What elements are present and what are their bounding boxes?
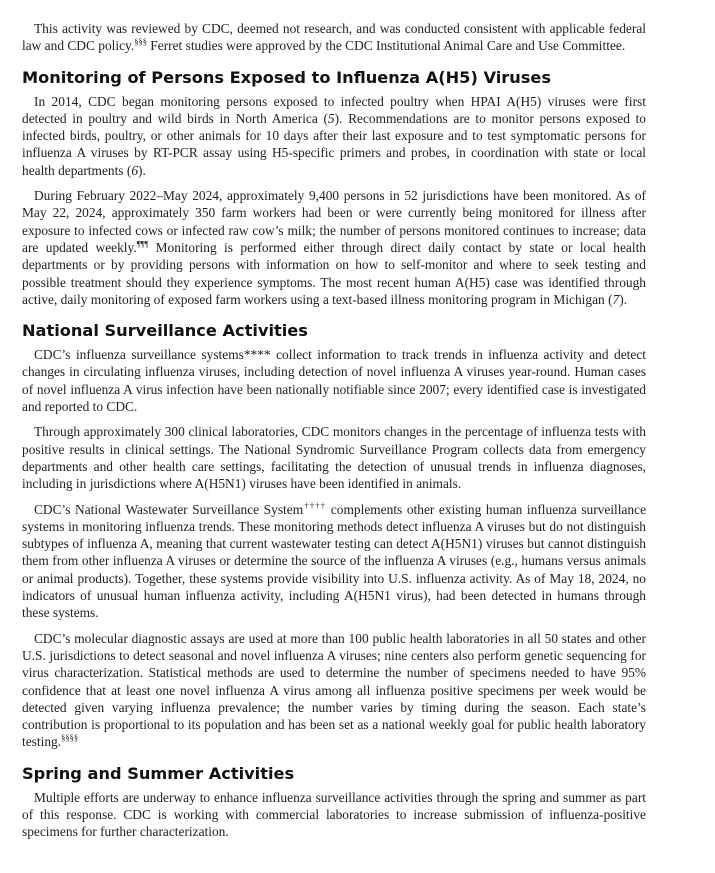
- footnote-marker-inline[interactable]: ****: [243, 347, 271, 363]
- footnote-marker[interactable]: §§§§: [61, 732, 79, 743]
- citation-link[interactable]: 5: [327, 110, 335, 126]
- citation-link[interactable]: 6: [131, 162, 139, 178]
- paragraph-monitoring-history: In 2014, CDC began monitoring persons exposed to infected poultry when HPAI A(H5) viruses were first detected in poultry and wild birds in North America (5). Recommendations are to monitor persons exposed to infected birds, poultry, or other animals for 10 days after their last exposure and to test symptomatic persons for influenza A viruses by RT-PCR assay using H5-specific primers and probes, in coordination with state or local health departments (6).: [22, 93, 646, 178]
- footnote-marker[interactable]: ¶¶¶: [136, 238, 149, 249]
- paragraph-molecular-assays: CDC’s molecular diagnostic assays are used at more than 100 public health laboratories in all 50 states and other U.S. jurisdictions to detect seasonal and novel influenza A viruses; nine centers also perform genetic sequencing for virus characterization. Statistical methods are used to determine the number of specimens needed to have 95% confidence that at least one novel influenza A virus among all influenza positive specimens per week would be detected given varying influenza prevalence; the number varies by timing during the season. Each state’s contribution is proportional to its population and has been set as a national weekly goal for public health laboratory testing.§§§§: [22, 630, 646, 750]
- paragraph-monitoring-counts: During February 2022–May 2024, approximately 9,400 persons in 52 jurisdictions have been monitored. As of May 22, 2024, approximately 350 farm workers had been or were currently being monitored for illness after exposure to infected cows or infected raw cow’s milk; the number of persons monitored continues to increase; data are updated weekly.¶¶¶ Monitoring is performed either through direct daily contact by state or local health departments or by providing persons with information on how to self-monitor and where to seek testing and possible treatment should they experience symptoms. The most recent human A(H5) case was identified through active, daily monitoring of exposed farm workers using a text-based illness monitoring program in Michigan (7).: [22, 188, 647, 307]
- citation-link[interactable]: 7: [612, 291, 620, 307]
- paragraph-spring-summer: Multiple efforts are underway to enhance influenza surveillance activities through the spring and summer as part of this response. CDC is working with commercial laboratories to increase submission of influenza-positive specimens for further characterization.: [22, 789, 646, 840]
- footnote-marker[interactable]: §§§: [134, 36, 147, 47]
- paragraph-clinical-labs: Through approximately 300 clinical laboratories, CDC monitors changes in the percentage of influenza tests with positive results in clinical settings. The National Syndromic Surveillance Program collects data from emergency departments and other health care settings, facilitating the detection of unusual trends in influenza diagnoses, including in jurisdictions where A(H5N1) viruses have been identified in animals.: [22, 424, 646, 492]
- section-heading-national-surveillance: National Surveillance Activities: [22, 321, 308, 341]
- section-heading-monitoring: Monitoring of Persons Exposed to Influenza A(H5) Viruses: [22, 67, 552, 87]
- paragraph-ethics: This activity was reviewed by CDC, deemed not research, and was conducted consistent with applicable federal law and CDC policy.§§§ Ferret studies were approved by the CDC Institutional Animal Care and Use Committee.: [22, 21, 646, 54]
- paragraph-wastewater: CDC’s National Wastewater Surveillance System†††† complements other existing human influenza surveillance systems in monitoring influenza trends. These monitoring methods detect influenza A viruses but do not distinguish subtypes of influenza A, meaning that current wastewater testing can detect A(H5N1) viruses but cannot distinguish them from other influenza A viruses or determine the source of the influenza A viruses (e.g., humans versus animals or animal products). Together, these systems provide visibility into U.S. influenza activity. As of May 18, 2024, no indicators of unusual human influenza activity, including A(H5N1 virus), had been detected in humans through these systems.: [22, 500, 647, 621]
- section-heading-spring-summer: Spring and Summer Activities: [22, 763, 295, 783]
- paragraph-surveillance-systems: CDC’s influenza surveillance systems**** collect information to track trends in influenza activity and detect changes in circulating influenza viruses, including detection of novel influenza A viruses year-round. Human cases of novel influenza A virus infection have been nationally notifiable since 2007; every identified case is investigated and reported to CDC.: [22, 347, 646, 415]
- footnote-marker[interactable]: ††††: [303, 500, 327, 511]
